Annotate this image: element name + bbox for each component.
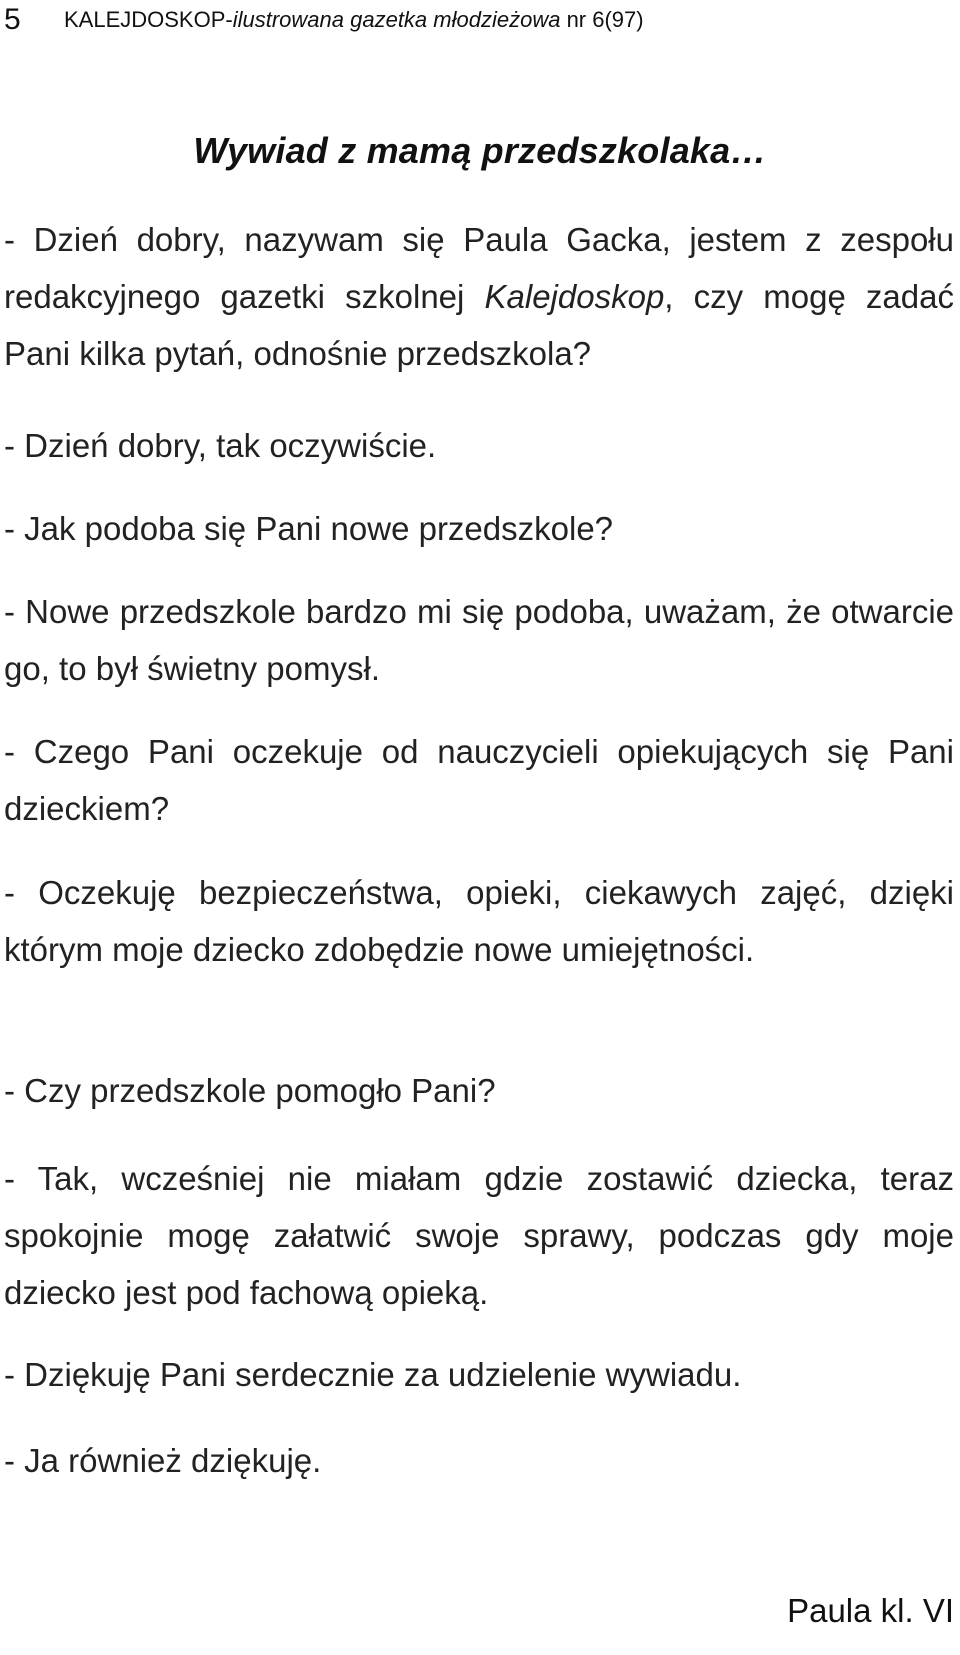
page-header — [4, 2, 644, 40]
question-4: - Czy przedszkole pomogło Pani? — [4, 1072, 496, 1109]
publication-prefix: KALEJDOSKOP- — [64, 7, 233, 32]
question-5: - Dziękuję Pani serdecznie za udzielenie wywiadu. — [4, 1356, 742, 1393]
answer-2: - Nowe przedszkole bardzo mi się podoba, uważam, że otwarcie go, to był świetny pomysł. — [4, 593, 954, 687]
answer-5: - Ja również dziękuję. — [4, 1442, 322, 1479]
publication-subtitle: ilustrowana gazetka młodzieżowa — [232, 7, 561, 32]
article-title: Wywiad z mamą przedszkolaka… — [193, 130, 767, 171]
newspaper-name: Kalejdoskop — [484, 278, 665, 315]
author-signature: Paula kl. VI — [787, 1592, 954, 1629]
answer-1: - Dzień dobry, tak oczywiście. — [4, 427, 437, 464]
answer-4: - Tak, wcześniej nie miałam gdzie zostawić dziecka, teraz spokojnie mogę załatwić swoje sprawy, podczas gdy moje dziecko jest pod fachową opieką. — [4, 1160, 954, 1311]
question-2: - Jak podoba się Pani nowe przedszkole? — [4, 510, 614, 547]
question-1-text-b: , czy mogę zadać Pani kilka pytań, odnośnie przedszkola? — [4, 278, 954, 372]
publication-issue: nr 6(97) — [560, 7, 644, 32]
answer-3: - Oczekuję bezpieczeństwa, opieki, ciekawych zajęć, dzięki którym moje dziecko zdobędzie nowe umiejętności. — [4, 874, 954, 968]
question-1-text-a: - Dzień dobry, nazywam się Paula Gacka, jestem z zespołu redakcyjnego gazetki szkolnej — [4, 221, 954, 315]
page-number: 5 — [4, 3, 21, 36]
publication-name — [64, 7, 644, 32]
question-3: - Czego Pani oczekuje od nauczycieli opiekujących się Pani dzieckiem? — [4, 733, 954, 827]
question-1 — [4, 211, 954, 382]
